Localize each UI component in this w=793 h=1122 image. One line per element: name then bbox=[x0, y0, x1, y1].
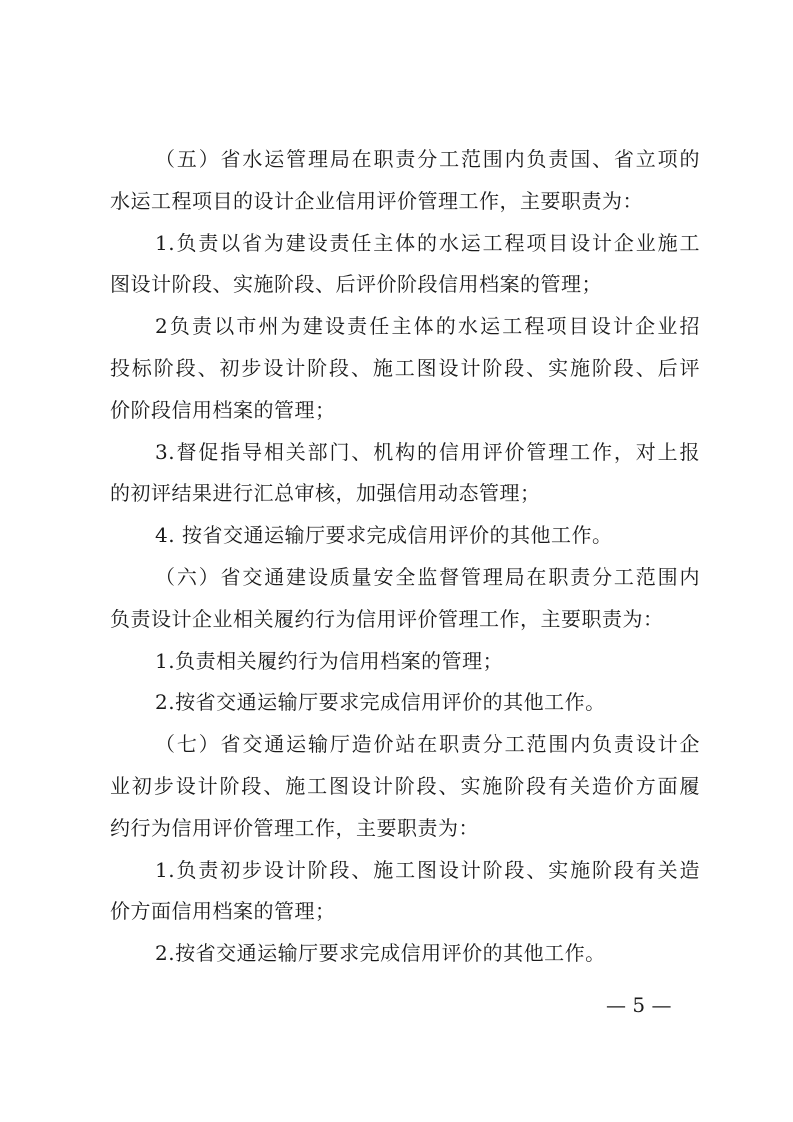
text-line: （六）省交通建设质量安全监督管理局在职责分工范围内 bbox=[155, 564, 700, 589]
paragraph-section-7-item-2 bbox=[110, 933, 700, 975]
text-line: 投标阶段、初步设计阶段、施工图设计阶段、实施阶段、后评 bbox=[110, 355, 700, 380]
paragraph-section-7-heading bbox=[110, 724, 700, 849]
document-body bbox=[110, 139, 700, 975]
paragraph-section-5-item-1 bbox=[110, 223, 700, 307]
paragraph-section-5-heading bbox=[110, 139, 700, 223]
text-line: 业初步设计阶段、施工图设计阶段、实施阶段有关造价方面履 bbox=[110, 773, 700, 798]
paragraph-section-7-item-1 bbox=[110, 850, 700, 934]
text-line: 水运工程项目的设计企业信用评价管理工作，主要职责为： bbox=[110, 188, 643, 213]
text-line: 3.督促指导相关部门、机构的信用评价管理工作，对上报 bbox=[155, 439, 700, 464]
text-line: 约行为信用评价管理工作，主要职责为： bbox=[110, 815, 479, 840]
paragraph-section-6-heading bbox=[110, 557, 700, 641]
text-line: 1.负责初步设计阶段、施工图设计阶段、实施阶段有关造 bbox=[155, 857, 700, 882]
paragraph-section-5-item-2 bbox=[110, 306, 700, 431]
text-line: 的初评结果进行汇总审核，加强信用动态管理； bbox=[110, 481, 541, 506]
text-line: 1.负责相关履约行为信用档案的管理； bbox=[155, 648, 504, 673]
text-line: 价方面信用档案的管理； bbox=[110, 899, 336, 924]
paragraph-section-5-item-4 bbox=[110, 515, 700, 557]
text-line: （五）省水运管理局在职责分工范围内负责国、省立项的 bbox=[155, 147, 700, 171]
text-line: 2负责以市州为建设责任主体的水运工程项目设计企业招 bbox=[155, 314, 700, 339]
text-line: （七）省交通运输厅造价站在职责分工范围内负责设计企 bbox=[155, 732, 700, 757]
text-line: 2.按省交通运输厅要求完成信用评价的其他工作。 bbox=[155, 941, 606, 966]
text-line: 4. 按省交通运输厅要求完成信用评价的其他工作。 bbox=[155, 523, 613, 548]
text-line: 图设计阶段、实施阶段、后评价阶段信用档案的管理； bbox=[110, 272, 602, 297]
paragraph-section-6-item-2 bbox=[110, 682, 700, 724]
text-line: 1.负责以省为建设责任主体的水运工程项目设计企业施工 bbox=[155, 230, 700, 255]
text-line: 价阶段信用档案的管理； bbox=[110, 397, 336, 422]
paragraph-section-5-item-3 bbox=[110, 432, 700, 516]
paragraph-section-6-item-1 bbox=[110, 641, 700, 683]
text-line: 负责设计企业相关履约行为信用评价管理工作，主要职责为： bbox=[110, 606, 664, 631]
text-line: 2.按省交通运输厅要求完成信用评价的其他工作。 bbox=[155, 690, 606, 715]
page-number: — 5 — bbox=[606, 993, 672, 1017]
